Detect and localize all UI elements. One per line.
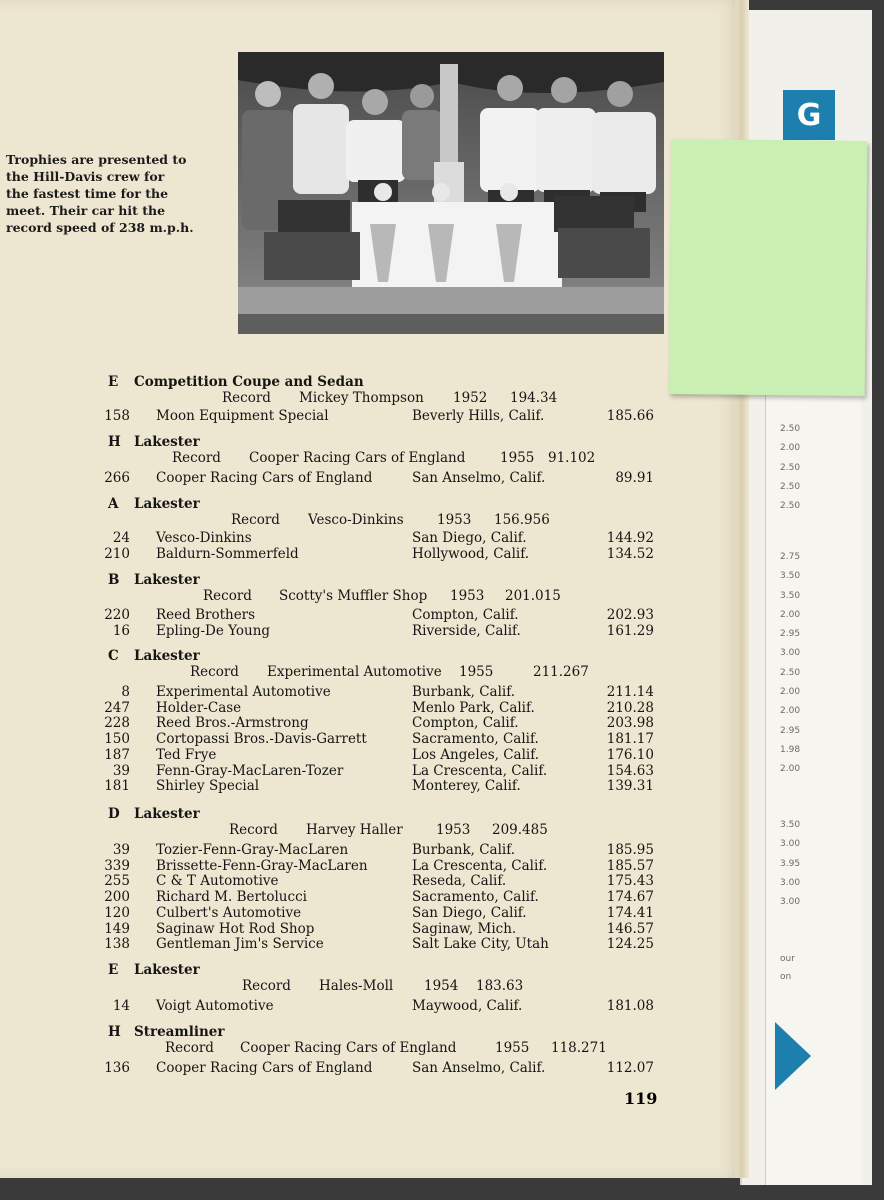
record-label: Record — [203, 588, 252, 604]
adjacent-price: 3.00 — [780, 648, 801, 659]
record-speed: 156.956 — [494, 512, 550, 528]
record-holder: Cooper Racing Cars of England — [249, 450, 466, 466]
entry-name: Epling-De Young — [156, 622, 271, 639]
entry-city: Compton, Calif. — [412, 607, 519, 623]
class-letter: A — [108, 496, 119, 512]
sticky-note — [669, 139, 868, 396]
adjacent-price: 3.50 — [780, 820, 801, 830]
class-name: Lakester — [134, 962, 200, 978]
adjacent-price: 3.95 — [780, 858, 801, 869]
entry-num: 200 — [104, 889, 130, 906]
entry-name: Gentleman Jim's Service — [156, 936, 324, 953]
entry-num: 247 — [104, 699, 130, 716]
adjacent-price: 2.00 — [780, 687, 801, 698]
entry-num: 255 — [104, 873, 130, 890]
entry-city: San Diego, Calif. — [412, 530, 527, 546]
entry-speed: 185.95 — [606, 842, 654, 858]
adjacent-tail-word: on — [780, 972, 792, 982]
entry-num: 228 — [104, 715, 130, 732]
record-holder: Scotty's Muffler Shop — [279, 588, 428, 604]
entry-num: 16 — [112, 622, 130, 639]
entry-city: Los Angeles, Calif. — [412, 746, 540, 763]
entry-name: Cooper Racing Cars of England — [156, 470, 373, 486]
entry-num: 150 — [104, 731, 130, 748]
entry-name: Reed Brothers — [156, 607, 256, 623]
entry-num: 187 — [104, 746, 130, 763]
entry-speed: 202.93 — [606, 607, 654, 623]
entry-speed: 174.41 — [606, 904, 654, 921]
entry-name: Cooper Racing Cars of England — [156, 1060, 373, 1076]
class-name: Lakester — [134, 496, 200, 512]
record-holder: Harvey Haller — [306, 822, 403, 838]
photo-caption — [6, 151, 196, 236]
entry-speed: 185.57 — [606, 857, 654, 874]
adjacent-price: 2.00 — [780, 609, 801, 620]
record-label: Record — [231, 512, 280, 528]
section-heading — [108, 806, 200, 822]
record-label: Record — [165, 1040, 214, 1056]
record-year: 1955 — [500, 450, 535, 466]
entry-city: Salt Lake City, Utah — [412, 936, 549, 953]
record-year: 1953 — [436, 822, 471, 838]
entry-num: 266 — [104, 470, 130, 486]
class-letter: E — [108, 962, 119, 978]
entry-city: Saginaw, Mich. — [412, 920, 517, 937]
entry-name: Culbert's Automotive — [156, 904, 302, 921]
record-speed: 211.267 — [533, 664, 589, 680]
entry-num: 14 — [112, 998, 130, 1014]
entry-city: Sacramento, Calif. — [412, 889, 539, 906]
adjacent-price: 2.50 — [780, 481, 801, 492]
record-speed: 118.271 — [551, 1040, 607, 1056]
record-holder: Mickey Thompson — [299, 390, 424, 406]
section-heading — [108, 648, 200, 664]
entry-speed: 181.08 — [606, 998, 654, 1014]
caption-line: the fastest time for the — [6, 186, 169, 201]
entry-num: 138 — [104, 936, 130, 953]
entry-city: San Anselmo, Calif. — [412, 1060, 546, 1076]
section-heading — [108, 374, 364, 390]
entry-num: 39 — [112, 842, 130, 858]
entry-city: Sacramento, Calif. — [412, 731, 539, 748]
entry-speed: 185.66 — [606, 408, 654, 424]
entry-city: Beverly Hills, Calif. — [412, 408, 545, 424]
caption-line: the Hill-Davis crew for — [6, 169, 165, 184]
record-speed: 201.015 — [505, 588, 561, 604]
record-speed: 91.102 — [548, 450, 596, 466]
record-speed: 194.34 — [510, 390, 558, 406]
entry-name: Brissette-Fenn-Gray-MacLaren — [156, 857, 368, 874]
record-holder: Experimental Automotive — [267, 664, 442, 680]
entry-speed: 174.67 — [606, 889, 654, 906]
adjacent-price: 2.00 — [780, 706, 801, 717]
adjacent-prices-b — [780, 552, 840, 784]
entry-city: Riverside, Calif. — [412, 622, 521, 639]
adjacent-prices-c — [780, 820, 840, 916]
entry-city: Monterey, Calif. — [412, 778, 521, 795]
record-label: Record — [190, 664, 239, 680]
record-label: Record — [222, 390, 271, 406]
entry-speed: 146.57 — [606, 920, 654, 937]
entry-city: Hollywood, Calif. — [412, 545, 530, 562]
entry-num: 120 — [104, 904, 130, 921]
entry-name: Holder-Case — [156, 699, 242, 716]
record-holder: Cooper Racing Cars of England — [240, 1040, 457, 1056]
entry-speed: 112.07 — [606, 1060, 654, 1076]
class-name: Lakester — [134, 434, 200, 450]
adjacent-tail-text — [780, 950, 795, 986]
entry-city: La Crescenta, Calif. — [412, 762, 548, 779]
record-year: 1953 — [450, 588, 485, 604]
section-heading — [108, 962, 200, 978]
entry-speed: 161.29 — [606, 622, 654, 639]
entry-num: 220 — [104, 607, 130, 623]
adjacent-price: 3.50 — [780, 571, 801, 582]
record-speed: 209.485 — [492, 822, 548, 838]
record-label: Record — [172, 450, 221, 466]
entry-num: 339 — [104, 857, 130, 874]
entry-speed: 211.14 — [606, 684, 654, 700]
entry-city: La Crescenta, Calif. — [412, 857, 548, 874]
entry-name: Reed Bros.-Armstrong — [156, 715, 309, 732]
adjacent-price: 2.50 — [780, 424, 801, 434]
record-label: Record — [242, 978, 291, 994]
entry-num: 24 — [112, 530, 130, 546]
section-heading — [108, 496, 200, 512]
entry-name: Moon Equipment Special — [156, 408, 329, 424]
adjacent-price: 2.00 — [780, 443, 801, 454]
entry-city: Maywood, Calif. — [412, 998, 523, 1014]
entry-num: 158 — [104, 408, 130, 424]
adjacent-price: 2.50 — [780, 462, 801, 473]
entry-city: Compton, Calif. — [412, 715, 519, 732]
section-heading — [108, 1024, 225, 1040]
entry-num: 181 — [104, 778, 130, 795]
caption-line: meet. Their car hit the — [6, 203, 166, 218]
adjacent-tail-word: our — [780, 954, 795, 964]
entry-speed: 154.63 — [606, 762, 654, 779]
adjacent-price: 2.95 — [780, 725, 801, 736]
adjacent-price: 2.50 — [780, 667, 801, 678]
entry-city: San Diego, Calif. — [412, 904, 527, 921]
adjacent-price: 2.00 — [780, 764, 801, 775]
entry-speed: 134.52 — [606, 545, 654, 562]
trophy-photo-image — [238, 52, 664, 334]
trophy-photo — [238, 52, 664, 334]
class-letter: E — [108, 374, 119, 390]
class-name: Lakester — [134, 572, 200, 588]
entry-speed: 210.28 — [606, 699, 654, 716]
blue-tab-marker: G — [783, 90, 835, 140]
entry-name: Saginaw Hot Rod Shop — [156, 920, 315, 937]
entry-speed: 181.17 — [606, 731, 654, 748]
record-year: 1955 — [495, 1040, 530, 1056]
record-holder: Hales-Moll — [319, 978, 394, 994]
entry-speed: 175.43 — [606, 873, 654, 890]
record-holder: Vesco-Dinkins — [308, 512, 404, 528]
entry-name: Vesco-Dinkins — [156, 530, 252, 546]
caption-line: Trophies are presented to — [6, 152, 187, 167]
entry-name: Shirley Special — [156, 778, 260, 795]
entry-city: Menlo Park, Calif. — [412, 699, 535, 716]
adjacent-prices-a — [780, 424, 840, 520]
entry-name: Richard M. Bertolucci — [156, 889, 307, 906]
class-letter: H — [108, 1024, 121, 1040]
entry-name: Baldurn-Sommerfeld — [156, 545, 299, 562]
class-letter: B — [108, 572, 120, 588]
adjacent-price: 1.98 — [780, 744, 801, 755]
entry-city: Burbank, Calif. — [412, 684, 516, 700]
record-year: 1954 — [424, 978, 459, 994]
entry-num: 39 — [112, 762, 130, 779]
adjacent-price: 3.00 — [780, 897, 801, 908]
record-label: Record — [229, 822, 278, 838]
entry-name: Fenn-Gray-MacLaren-Tozer — [156, 762, 344, 779]
section-heading — [108, 572, 200, 588]
section-heading — [108, 434, 200, 450]
adjacent-price: 3.50 — [780, 590, 801, 601]
adjacent-price: 2.50 — [780, 501, 801, 512]
class-name: Lakester — [134, 806, 200, 822]
adjacent-price: 3.00 — [780, 877, 801, 888]
entry-name: Voigt Automotive — [156, 998, 274, 1014]
blue-arrow-icon — [775, 1022, 811, 1090]
adjacent-price: 3.00 — [780, 839, 801, 850]
entry-city: San Anselmo, Calif. — [412, 470, 546, 486]
entry-name: Cortopassi Bros.-Davis-Garrett — [156, 731, 367, 748]
record-speed: 183.63 — [476, 978, 524, 994]
class-name: Streamliner — [134, 1024, 225, 1040]
entry-city: Reseda, Calif. — [412, 873, 507, 890]
record-year: 1952 — [453, 390, 488, 406]
entry-num: 149 — [104, 920, 130, 937]
class-letter: C — [108, 648, 119, 664]
adjacent-price: 2.75 — [780, 552, 801, 562]
entry-name: Ted Frye — [156, 746, 217, 763]
entry-city: Burbank, Calif. — [412, 842, 516, 858]
adjacent-price: 2.95 — [780, 629, 801, 640]
entry-speed: 89.91 — [615, 470, 654, 486]
entry-num: 136 — [104, 1060, 130, 1076]
class-letter: H — [108, 434, 121, 450]
record-year: 1955 — [459, 664, 494, 680]
class-letter: D — [108, 806, 120, 822]
entry-num: 210 — [104, 545, 130, 562]
class-name: Competition Coupe and Sedan — [134, 374, 364, 390]
caption-line: record speed of 238 m.p.h. — [6, 220, 194, 235]
class-name: Lakester — [134, 648, 200, 664]
entry-num: 8 — [121, 684, 130, 700]
page-number: 119 — [624, 1089, 658, 1108]
entry-speed: 139.31 — [606, 778, 654, 795]
entry-name: Tozier-Fenn-Gray-MacLaren — [156, 842, 349, 858]
entry-speed: 144.92 — [606, 530, 654, 546]
entry-speed: 203.98 — [606, 715, 654, 732]
entry-speed: 124.25 — [606, 936, 654, 953]
entry-name: Experimental Automotive — [156, 684, 331, 700]
record-year: 1953 — [437, 512, 472, 528]
entry-name: C & T Automotive — [156, 873, 279, 890]
entry-speed: 176.10 — [606, 746, 654, 763]
